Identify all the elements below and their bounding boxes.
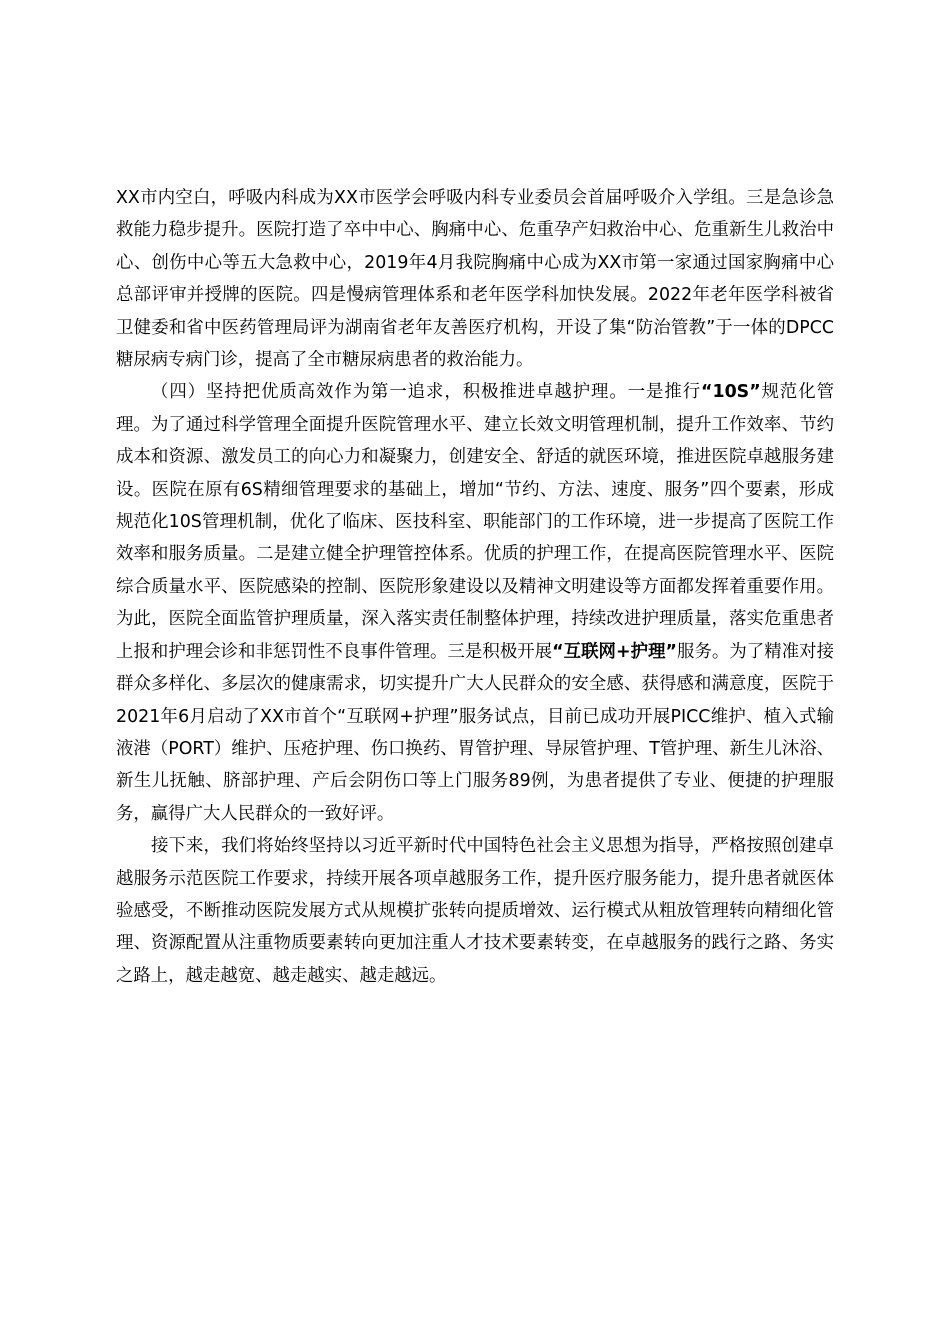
paragraph-nursing-text-2: 规范化管理。为了通过科学管理全面提升医院管理水平、建立长效文明管理机制，提升工作效率、节约成本和资源、激发员工的向心力和凝聚力，创建安全、舒适的就医环境，推进医院卓越服务建设。医院在原有6S精细管理要求的基础上，增加“节约、方法、速度、服务”四个要素，形成规范化10S管理机制，优化了临床、医技科室、职能部门的工作环境，进一步提高了医院工作效率和服务质量。二是建立健全护理管控体系。优质的护理工作，在提高医院管理水平、医院综合质量水平、医院感染的控制、医院形象建设以及精神文明建设等方面都发挥着重要作用。为此，医院全面监管护理质量，深入落实责任制整体护理，持续改进护理质量，落实危重患者上报和护理会诊和非惩罚性不良事件管理。三是积极开展 [116,382,834,662]
document-body [116,182,834,992]
paragraph-continuation: XX市内空白，呼吸内科成为XX市医学会呼吸内科专业委员会首届呼吸介入学组。三是急诊急救能力稳步提升。医院打造了卒中中心、胸痛中心、危重孕产妇救治中心、危重新生儿救治中心、创伤中心等五大急救中心，2019年4月我院胸痛中心成为XX市第一家通过国家胸痛中心总部评审并授牌的医院。四是慢病管理体系和老年医学科加快发展。2022年老年医学科被省卫健委和省中医药管理局评为湖南省老年友善医疗机构，开设了集“防治管教”于一体的DPCC糖尿病专病门诊，提高了全市糖尿病患者的救治能力。 [116,188,834,371]
paragraph-conclusion: 接下来，我们将始终坚持以习近平新时代中国特色社会主义思想为指导，严格按照创建卓越服务示范医院工作要求，持续开展各项卓越服务工作，提升医疗服务能力，提升患者就医体验感受，不断推动医院发展方式从规模扩张转向提质增效、运行模式从粗放管理转向精细化管理、资源配置从注重物质要素转向更加注重人才技术要素转变，在卓越服务的践行之路、务实之路上，越走越宽、越走越实、越走越远。 [116,836,834,986]
paragraph-nursing-bold-internet: “互联网+护理” [552,641,677,662]
paragraph-nursing [116,376,834,830]
paragraph-nursing-text-3: 服务。为了精准对接群众多样化、多层次的健康需求，切实提升广大人民群众的安全感、获得感和满意度，医院于2021年6月启动了XX市首个“互联网+护理”服务试点，目前已成功开展PICC维护、植入式输液港（PORT）维护、压疮护理、伤口换药、胃管护理、导尿管护理、T管护理、新生儿沐浴、新生儿抚触、脐部护理、产后会阴伤口等上门服务89例，为患者提供了专业、便捷的护理服务，赢得广大人民群众的一致好评。 [116,641,834,824]
paragraph-nursing-text-1: （四）坚持把优质高效作为第一追求，积极推进卓越护理。一是推行 [151,382,702,403]
paragraph-nursing-bold-10s: “10S” [701,382,761,403]
